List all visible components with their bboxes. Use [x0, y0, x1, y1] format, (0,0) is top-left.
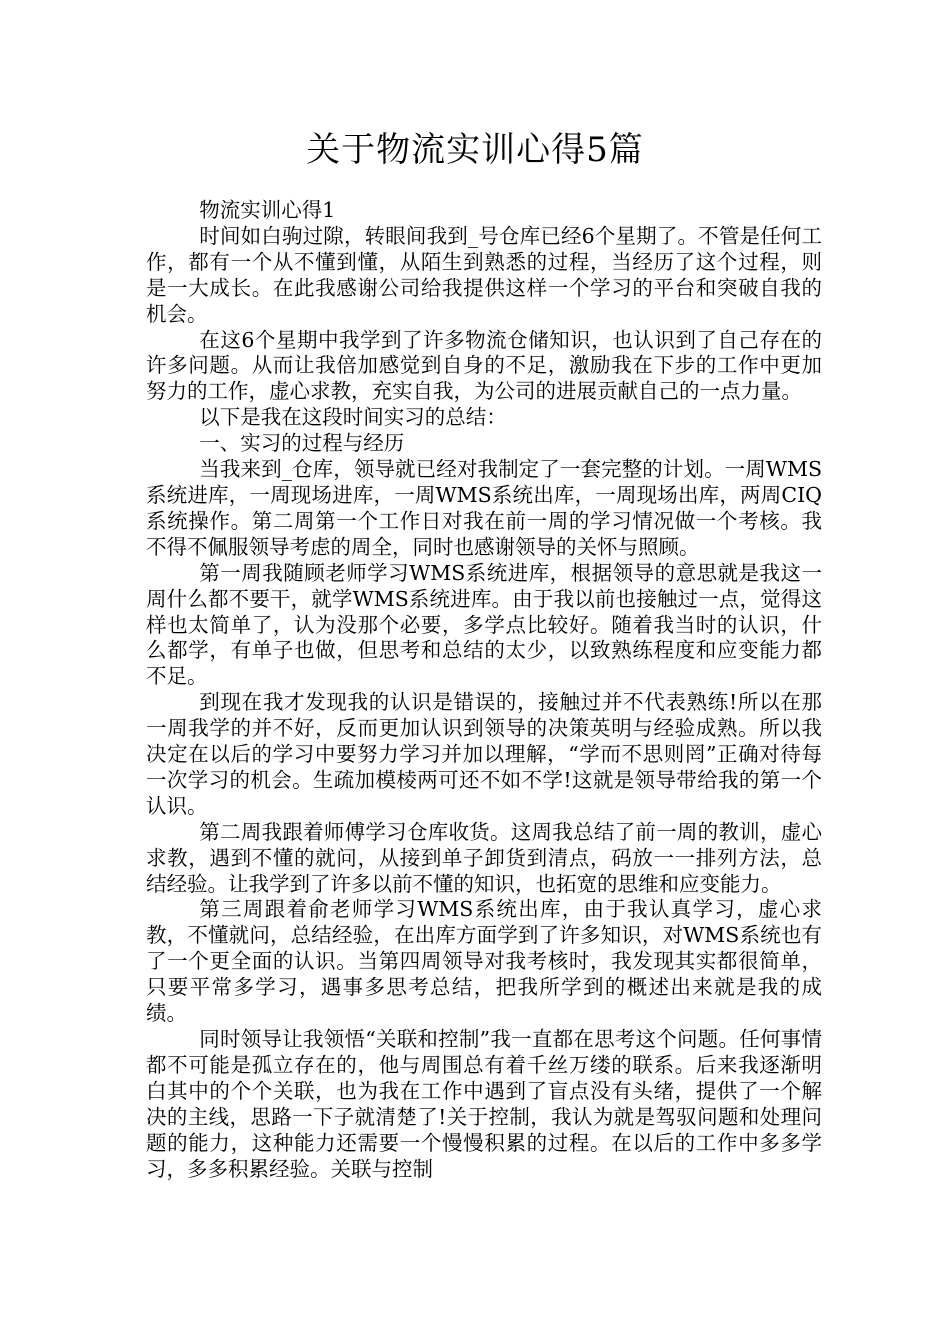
document-body — [146, 198, 822, 1182]
paragraph: 第二周我跟着师傅学习仓库收货。这周我总结了前一周的教训，虚心求教，遇到不懂的就问，从接到单子卸货到清点，码放一一排列方法，总结经验。让我学到了许多以前不懂的知识，也拓宽的思维和应变能力。 — [146, 819, 822, 896]
paragraph: 以下是我在这段时间实习的总结： — [199, 405, 507, 430]
paragraph: 第一周我随顾老师学习WMS系统进库，根据领导的意思就是我这一周什么都不要干，就学WMS系统进库。由于我以前也接触过一点，觉得这样也太简单了，认为没那个必要，多学点比较好。随着我当时的认识，什么都学，有单子也做，但思考和总结的太少，以致熟练程度和应变能力都不足。 — [146, 560, 822, 689]
paragraph: 时间如白驹过隙，转眼间我到_号仓库已经6个星期了。不管是任何工作，都有一个从不懂到懂，从陌生到熟悉的过程，当经历了这个过程，则是一大成长。在此我感谢公司给我提供这样一个学习的平台和突破自我的机会。 — [146, 223, 822, 326]
section-heading: 物流实训心得1 — [199, 198, 336, 222]
paragraph: 同时领导让我领悟“关联和控制”我一直都在思考这个问题。任何事情都不可能是孤立存在的，他与周围总有着千丝万缕的联系。后来我逐渐明白其中的个个关联，也为我在工作中遇到了盲点没有头绪，提供了一个解决的主线，思路一下子就清楚了!关于控制，我认为就是驾驭问题和处理问题的能力，这种能力还需要一个慢慢积累的过程。在以后的工作中多多学习，多多积累经验。关联与控制 — [146, 1027, 822, 1181]
paragraph: 第三周跟着俞老师学习WMS系统出库，由于我认真学习，虚心求教，不懂就问，总结经验，在出库方面学到了许多知识，对WMS系统也有了一个更全面的认识。当第四周领导对我考核时，我发现其实都很简单，只要平常多学习，遇事多思考总结，把我所学到的概述出来就是我的成绩。 — [146, 897, 822, 1026]
subsection-heading: 一、实习的过程与经历 — [199, 431, 405, 456]
paragraph: 到现在我才发现我的认识是错误的，接触过并不代表熟练!所以在那一周我学的并不好，反而更加认识到领导的决策英明与经验成熟。所以我决定在以后的学习中要努力学习并加以理解，“学而不思则罔”正确对待每一次学习的机会。生疏加模棱两可还不如不学!这就是领导带给我的第一个认识。 — [146, 690, 822, 818]
document-title: 关于物流实训心得5篇 — [306, 130, 644, 170]
paragraph: 当我来到_仓库，领导就已经对我制定了一套完整的计划。一周WMS系统进库，一周现场进库，一周WMS系统出库，一周现场出库，两周CIQ系统操作。第二周第一个工作日对我在前一周的学习情况做一个考核。我不得不佩服领导考虑的周全，同时也感谢领导的关怀与照顾。 — [146, 457, 822, 559]
paragraph: 在这6个星期中我学到了许多物流仓储知识，也认识到了自己存在的许多问题。从而让我倍加感觉到自身的不足，激励我在下步的工作中更加努力的工作，虚心求教，充实自我，为公司的进展贡献自己的一点力量。 — [146, 327, 822, 404]
